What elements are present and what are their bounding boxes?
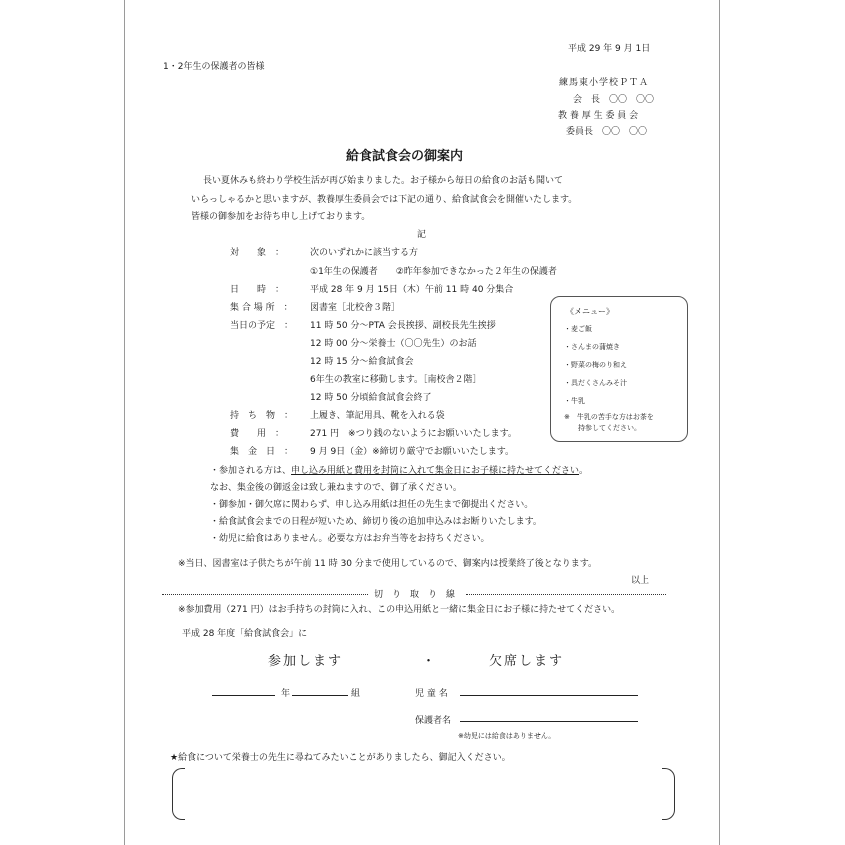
intro-line-2: いらっしゃるかと思いますが、教養厚生委員会では下記の通り、給食試食会を開催いたします。 <box>191 195 578 205</box>
cut-line-left <box>162 594 368 595</box>
grade-field[interactable] <box>212 695 275 696</box>
cut-line-label: 切 り 取 り 線 <box>374 590 456 600</box>
menu-title: 《メニュー》 <box>566 307 614 316</box>
collect-label: 集 金 日 ： <box>230 447 294 457</box>
note-3: ・給食試食会までの日程が短いため、締切り後の追加申込みはお断りいたします。 <box>210 517 542 527</box>
note-1-post: 。 <box>579 466 589 476</box>
ki-label: 記 <box>417 230 427 240</box>
page-title: 給食試食会の御案内 <box>346 149 464 164</box>
schedule-item: 12 時 50 分頃給食試食会終了 <box>310 393 432 403</box>
intro-line-3: 皆様の御参加をお待ち申し上げております。 <box>191 212 371 222</box>
guardian-name-label: 保護者名 <box>415 716 452 726</box>
form-heading: 平成 28 年度「給食試食会」に <box>182 629 308 639</box>
schedule-label: 当日の予定 ： <box>230 321 294 331</box>
form-instruction: ※参加費用（271 円）はお手持ちの封筒に入れ、この申込用紙と一緒に集金日にお子様に持たせてください。 <box>178 605 621 615</box>
collect-value: 9 月 9日（金）※締切り厳守でお願いいたします。 <box>310 447 514 457</box>
place-label: 集 合 場 所 ： <box>230 303 293 313</box>
menu-note: 持参してください。 <box>578 424 641 432</box>
menu-item: ・牛乳 <box>564 397 585 405</box>
note-4: ・幼児に給食はありません。必要な方はお弁当等をお持ちください。 <box>210 534 490 544</box>
grade-label: 年 <box>281 689 291 699</box>
addressee: 1・2年生の保護者の皆様 <box>163 62 265 72</box>
comment-box-left-bracket <box>172 768 185 820</box>
target-value: 次のいずれかに該当する方 <box>310 248 419 258</box>
sender-president: 会 長 〇〇 〇〇 <box>573 95 655 105</box>
datetime-value: 平成 28 年 9 月 15日（木）午前 11 時 40 分集合 <box>310 285 514 295</box>
absent-option[interactable]: 欠席します <box>489 654 565 669</box>
document-date: 平成 29 年 9 月 1日 <box>568 44 651 54</box>
class-field[interactable] <box>292 695 348 696</box>
question-prompt: ★給食について栄養士の先生に尋ねてみたいことがありましたら、御記入ください。 <box>170 753 511 763</box>
attend-option[interactable]: 参加します <box>268 654 344 669</box>
schedule-item: 11 時 50 分～PTA 会長挨拶、副校長先生挨拶 <box>310 321 496 331</box>
child-name-label: 児 童 名 <box>415 689 448 699</box>
child-name-field[interactable] <box>460 695 638 696</box>
sender-committee: 教 養 厚 生 委 員 会 <box>558 111 639 121</box>
infant-note: ※幼児には給食はありません。 <box>458 732 556 740</box>
sender-school: 練馬東小学校ＰＴＡ <box>559 78 650 88</box>
library-note: ※当日、図書室は子供たちが午前 11 時 30 分まで使用しているので、御案内は授業終了後となります。 <box>178 559 597 569</box>
note-1b: なお、集金後の御返金は致し兼ねますので、御了承ください。 <box>210 483 462 493</box>
menu-note: ※ 牛乳の苦手な方はお茶を <box>564 413 654 421</box>
items-value: 上履き、筆記用具、靴を入れる袋 <box>310 411 445 421</box>
comment-field[interactable] <box>186 772 660 816</box>
target-sub: ①1年生の保護者 ②昨年参加できなかった２年生の保護者 <box>310 267 557 277</box>
comment-box-right-bracket <box>662 768 675 820</box>
note-1-underlined: 申し込み用紙と費用を封筒に入れて集金日にお子様に持たせてください <box>291 466 580 476</box>
datetime-label: 日 時 ： <box>230 285 285 295</box>
note-1 <box>210 463 588 476</box>
menu-item: ・具だくさんみそ汁 <box>564 379 627 387</box>
items-label: 持 ち 物 ： <box>230 411 294 421</box>
fee-label: 費 用 ： <box>230 429 285 439</box>
sender-chair: 委員長 〇〇 〇〇 <box>566 127 648 137</box>
cut-line-right <box>466 594 666 595</box>
note-1-pre: ・参加される方は、 <box>210 466 292 476</box>
menu-item: ・麦ご飯 <box>564 325 592 333</box>
schedule-item: 6年生の教室に移動します。［南校舎２階］ <box>310 375 482 385</box>
class-label: 組 <box>351 689 361 699</box>
target-label: 対 象 ： <box>230 248 285 258</box>
option-separator: ・ <box>422 654 438 669</box>
schedule-item: 12 時 15 分～給食試食会 <box>310 357 414 367</box>
note-2: ・御参加・御欠席に関わらず、申し込み用紙は担任の先生まで御提出ください。 <box>210 500 534 510</box>
fee-value: 271 円 ※つり銭のないようにお願いいたします。 <box>310 429 517 439</box>
place-value: 図書室［北校舎３階］ <box>310 303 401 313</box>
guardian-name-field[interactable] <box>460 721 638 722</box>
menu-item: ・さんまの蒲焼き <box>564 343 620 351</box>
intro-line-1: 長い夏休みも終わり学校生活が再び始まりました。お子様から毎日の給食のお話も聞いて <box>203 176 564 186</box>
ijo-label: 以上 <box>631 576 650 586</box>
schedule-item: 12 時 00 分～栄養士（〇〇先生）のお話 <box>310 339 477 349</box>
menu-item: ・野菜の梅のり和え <box>564 361 627 369</box>
